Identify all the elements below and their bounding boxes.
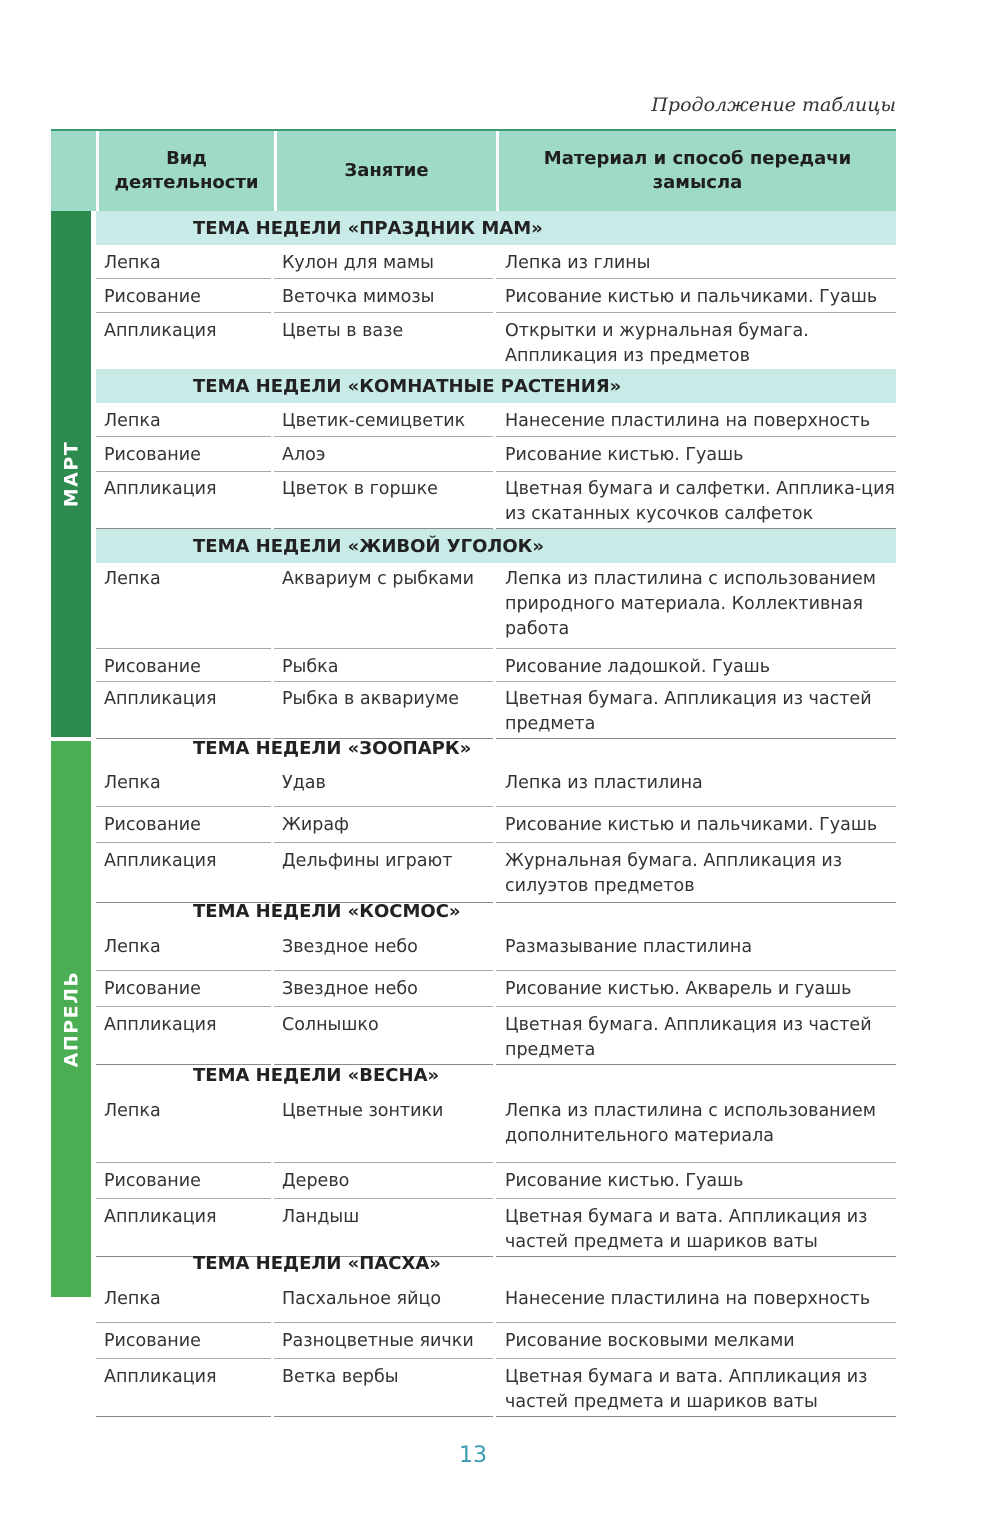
material-cell: Рисование восковыми мелками (496, 1325, 896, 1359)
lesson-cell: Жираф (274, 809, 493, 843)
table-row (96, 281, 896, 313)
lesson-cell: Кулон для мамы (274, 247, 493, 279)
lesson-cell: Пасхальное яйцо (274, 1283, 493, 1323)
theme-title: ТЕМА НЕДЕЛИ «КОСМОС» (193, 900, 461, 922)
table-row (96, 651, 896, 682)
table-row (96, 1009, 896, 1065)
lesson-cell: Звездное небо (274, 973, 493, 1007)
theme-title: ТЕМА НЕДЕЛИ «ЖИВОЙ УГОЛОК» (96, 529, 896, 563)
material-cell: Лепка из глины (496, 247, 896, 279)
lesson-cell: Цветик-семицветик (274, 405, 493, 437)
table-body (51, 211, 896, 1412)
material-cell: Нанесение пластилина на поверхность (496, 405, 896, 437)
activity-cell: Лепка (96, 563, 271, 649)
activity-cell: Рисование (96, 439, 271, 472)
material-cell: Рисование ладошкой. Гуашь (496, 651, 896, 682)
lesson-cell: Дерево (274, 1165, 493, 1199)
header-lesson: Занятие (274, 131, 496, 211)
table-row (96, 767, 896, 807)
activity-cell: Аппликация (96, 1361, 271, 1417)
activity-cell: Аппликация (96, 315, 271, 371)
activity-cell: Лепка (96, 247, 271, 279)
activity-cell: Лепка (96, 405, 271, 437)
table-row (96, 973, 896, 1007)
month-column-april (51, 741, 91, 1297)
material-cell: Рисование кистью и пальчиками. Гуашь (496, 281, 896, 313)
table-row (96, 1095, 896, 1163)
month-label: АПРЕЛЬ (60, 970, 82, 1068)
activity-cell: Рисование (96, 973, 271, 1007)
table-row (96, 1165, 896, 1199)
activity-cell: Аппликация (96, 845, 271, 903)
activity-cell: Рисование (96, 651, 271, 682)
month-column-mart (51, 211, 91, 737)
lesson-cell: Цветные зонтики (274, 1095, 493, 1163)
material-cell: Цветная бумага. Аппликация из частей предмета (496, 1009, 896, 1065)
month-label: МАРТ (60, 440, 82, 508)
lesson-cell: Дельфины играют (274, 845, 493, 903)
activity-cell: Аппликация (96, 1201, 271, 1257)
activity-cell: Лепка (96, 1283, 271, 1323)
lesson-cell: Ветка вербы (274, 1361, 493, 1417)
header-material: Материал и способ передачи замысла (496, 131, 896, 211)
page-number: 13 (459, 1443, 487, 1468)
table-row (96, 405, 896, 437)
continuation-label: Продолжение таблицы (651, 94, 896, 116)
lesson-cell: Звездное небо (274, 931, 493, 971)
activity-cell: Аппликация (96, 683, 271, 739)
material-cell: Открытки и журнальная бумага. Аппликация из предметов (496, 315, 896, 371)
table-header (51, 129, 896, 211)
activity-cell: Рисование (96, 281, 271, 313)
theme-title: ТЕМА НЕДЕЛИ «ПРАЗДНИК МАМ» (96, 211, 896, 245)
material-cell: Рисование кистью и пальчиками. Гуашь (496, 809, 896, 843)
table-row (96, 1325, 896, 1359)
header-month-cell (51, 131, 96, 211)
lesson-cell: Аквариум с рыбками (274, 563, 493, 649)
lesson-cell: Цветы в вазе (274, 315, 493, 371)
material-cell: Лепка из пластилина (496, 767, 896, 807)
table-row (96, 809, 896, 843)
activity-table (51, 129, 896, 1412)
table-row (96, 1361, 896, 1417)
activity-cell: Лепка (96, 1095, 271, 1163)
material-cell: Цветная бумага. Аппликация из частей предмета (496, 683, 896, 739)
theme-title: ТЕМА НЕДЕЛИ «КОМНАТНЫЕ РАСТЕНИЯ» (96, 369, 896, 403)
material-cell: Рисование кистью. Гуашь (496, 439, 896, 472)
material-cell: Рисование кистью. Акварель и гуашь (496, 973, 896, 1007)
theme-title: ТЕМА НЕДЕЛИ «ПАСХА» (193, 1252, 441, 1274)
lesson-cell: Разноцветные яички (274, 1325, 493, 1359)
material-cell: Цветная бумага и вата. Аппликация из частей предмета и шариков ваты (496, 1361, 896, 1417)
theme-title: ТЕМА НЕДЕЛИ «ВЕСНА» (193, 1064, 440, 1086)
lesson-cell: Веточка мимозы (274, 281, 493, 313)
lesson-cell: Удав (274, 767, 493, 807)
material-cell: Нанесение пластилина на поверхность (496, 1283, 896, 1323)
lesson-cell: Алоэ (274, 439, 493, 472)
table-row (96, 563, 896, 649)
activity-cell: Аппликация (96, 1009, 271, 1065)
table-row (96, 473, 896, 529)
lesson-cell: Цветок в горшке (274, 473, 493, 529)
activity-cell: Аппликация (96, 473, 271, 529)
material-cell: Цветная бумага и салфетки. Апплика-ция из скатанных кусочков салфеток (496, 473, 896, 529)
activity-cell: Лепка (96, 931, 271, 971)
material-cell: Журнальная бумага. Аппликация из силуэтов предметов (496, 845, 896, 903)
theme-title: ТЕМА НЕДЕЛИ «ЗООПАРК» (193, 737, 472, 759)
lesson-cell: Ландыш (274, 1201, 493, 1257)
table-row (96, 247, 896, 279)
activity-cell: Лепка (96, 767, 271, 807)
header-activity: Вид деятельности (96, 131, 274, 211)
table-row (96, 931, 896, 971)
activity-cell: Рисование (96, 1325, 271, 1359)
table-row (96, 439, 896, 472)
material-cell: Лепка из пластилина с использованием дополнительного материала (496, 1095, 896, 1163)
table-row (96, 1283, 896, 1323)
lesson-cell: Солнышко (274, 1009, 493, 1065)
material-cell: Размазывание пластилина (496, 931, 896, 971)
lesson-cell: Рыбка в аквариуме (274, 683, 493, 739)
material-cell: Цветная бумага и вата. Аппликация из частей предмета и шариков ваты (496, 1201, 896, 1257)
material-cell: Лепка из пластилина с использованием природного материала. Коллективная работа (496, 563, 896, 649)
lesson-cell: Рыбка (274, 651, 493, 682)
material-cell: Рисование кистью. Гуашь (496, 1165, 896, 1199)
activity-cell: Рисование (96, 1165, 271, 1199)
activity-cell: Рисование (96, 809, 271, 843)
table-row (96, 315, 896, 371)
